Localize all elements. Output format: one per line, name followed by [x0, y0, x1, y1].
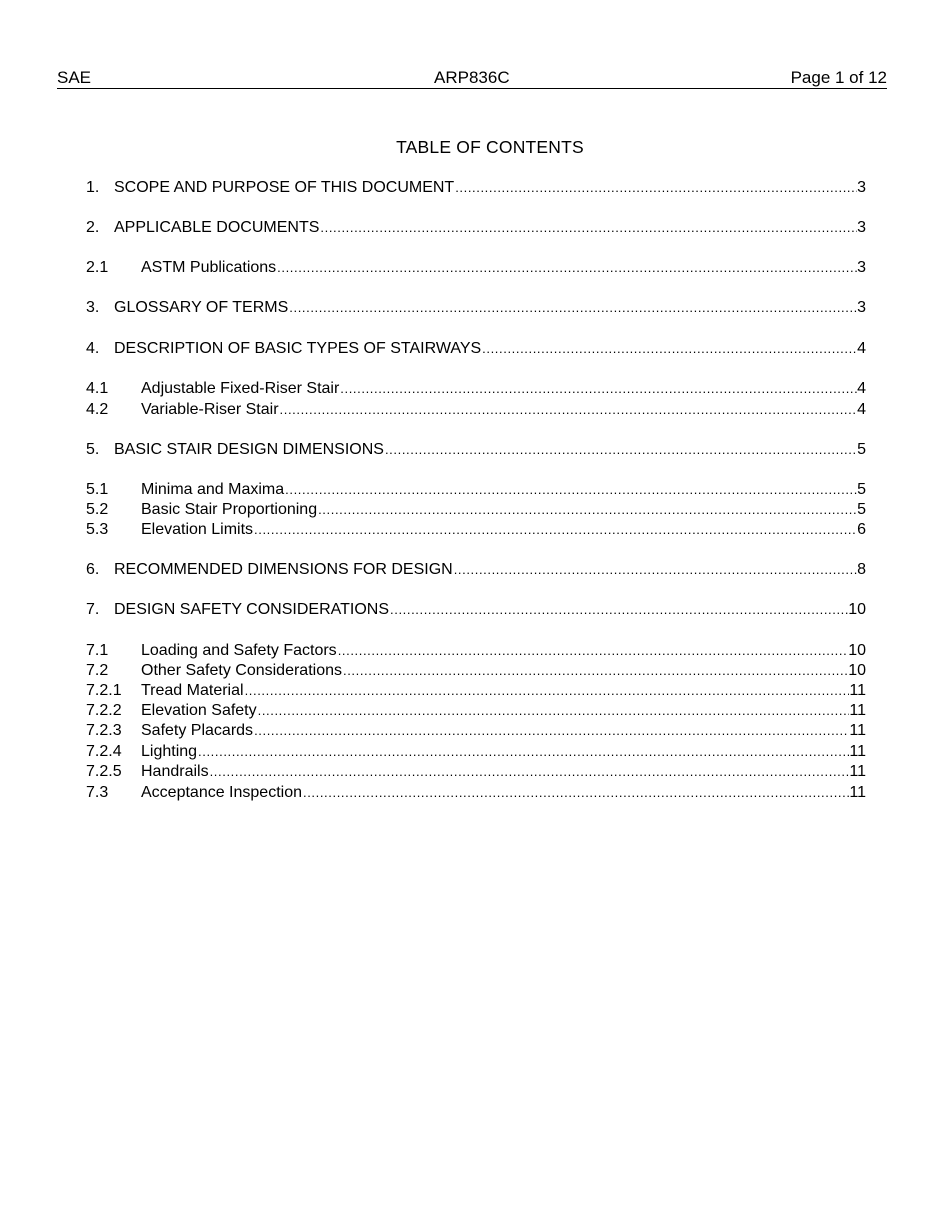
toc-leader-dots: [284, 480, 857, 500]
toc-leader-dots: [319, 218, 857, 238]
toc-entry-page: 10: [848, 601, 866, 618]
toc-leader-dots: [342, 661, 848, 681]
toc-entry-page: 4: [857, 380, 866, 397]
toc-entry-number: 6.: [86, 561, 100, 578]
toc-entry[interactable]: [86, 298, 866, 318]
header-page-number: Page 1 of 12: [790, 68, 887, 87]
toc-entry-title: ASTM Publications: [141, 259, 277, 276]
page-header: [57, 68, 887, 89]
toc-entry-number: 5.3: [86, 521, 109, 538]
toc-entry[interactable]: [86, 762, 866, 782]
toc-entry-title: Adjustable Fixed-Riser Stair: [141, 380, 340, 397]
toc-entry[interactable]: [86, 520, 866, 540]
toc-leader-dots: [317, 500, 857, 520]
toc-entry-page: 11: [849, 784, 866, 801]
toc-entry-title: APPLICABLE DOCUMENTS: [114, 219, 320, 236]
toc-entry-title: Elevation Limits: [141, 521, 254, 538]
toc-entry-title: Elevation Safety: [141, 702, 257, 719]
toc-entry[interactable]: [86, 641, 866, 661]
toc-entry-title: Minima and Maxima: [141, 481, 285, 498]
toc-entry[interactable]: [86, 400, 866, 420]
toc-leader-dots: [209, 762, 850, 782]
toc-leader-dots: [337, 641, 849, 661]
toc-entry-number: 4.1: [86, 380, 109, 397]
toc-entry[interactable]: [86, 500, 866, 520]
toc-entry-number: 3.: [86, 299, 100, 316]
toc-leader-dots: [389, 600, 848, 620]
toc-entry-page: 3: [857, 259, 866, 276]
toc-entry[interactable]: [86, 600, 866, 620]
toc-entry-number: 7.2.4: [86, 743, 122, 760]
toc-entry-page: 11: [849, 682, 866, 699]
toc-entry[interactable]: [86, 258, 866, 278]
toc-entry-title: Loading and Safety Factors: [141, 642, 337, 659]
toc-leader-dots: [454, 178, 857, 198]
toc-leader-dots: [253, 721, 849, 741]
toc-entry-page: 10: [848, 662, 866, 679]
toc-entry-number: 7.2.1: [86, 682, 122, 699]
toc-entry-number: 7.1: [86, 642, 109, 659]
toc-leader-dots: [339, 379, 857, 399]
toc-entry-number: 7.: [86, 601, 100, 618]
toc-entry[interactable]: [86, 379, 866, 399]
toc-entry-title: DESCRIPTION OF BASIC TYPES OF STAIRWAYS: [114, 340, 482, 357]
toc-entry-page: 11: [849, 702, 866, 719]
toc-entry-page: 4: [857, 340, 866, 357]
toc-entry-page: 11: [849, 722, 866, 739]
toc-entry-title: Lighting: [141, 743, 198, 760]
toc-leader-dots: [257, 701, 850, 721]
toc-entry[interactable]: [86, 440, 866, 460]
toc-entry[interactable]: [86, 701, 866, 721]
toc-entry-page: 4: [857, 401, 866, 418]
toc-entry-title: GLOSSARY OF TERMS: [114, 299, 289, 316]
toc-entry-title: BASIC STAIR DESIGN DIMENSIONS: [114, 441, 384, 458]
toc-entry-number: 2.: [86, 219, 100, 236]
toc-entry-title: Acceptance Inspection: [141, 784, 302, 801]
toc-entry[interactable]: [86, 742, 866, 762]
toc-entry[interactable]: [86, 681, 866, 701]
toc-entry[interactable]: [86, 783, 866, 803]
toc-entry[interactable]: [86, 661, 866, 681]
toc-entry-page: 8: [857, 561, 866, 578]
toc-entry-page: 11: [849, 743, 866, 760]
toc-entry-title: Tread Material: [141, 682, 244, 699]
toc-entry-number: 7.2.5: [86, 763, 122, 780]
toc-entry-title: Variable-Riser Stair: [141, 401, 279, 418]
toc-leader-dots: [197, 742, 849, 762]
toc-entry-title: Handrails: [141, 763, 209, 780]
toc-entry-number: 4.: [86, 340, 100, 357]
toc-entry-number: 5.1: [86, 481, 109, 498]
toc-entry[interactable]: [86, 721, 866, 741]
toc-entry-page: 5: [857, 481, 866, 498]
toc-entry-number: 7.3: [86, 784, 109, 801]
toc-leader-dots: [481, 339, 857, 359]
toc-leader-dots: [244, 681, 850, 701]
toc-entry-number: 7.2.2: [86, 702, 122, 719]
header-organization: SAE: [57, 68, 92, 87]
toc-leader-dots: [453, 560, 857, 580]
toc-leader-dots: [302, 783, 849, 803]
toc-leader-dots: [253, 520, 857, 540]
toc-entry[interactable]: [86, 178, 866, 198]
toc-entry-page: 5: [857, 441, 866, 458]
toc-entry[interactable]: [86, 480, 866, 500]
toc-entry[interactable]: [86, 560, 866, 580]
toc-entry-page: 11: [849, 763, 866, 780]
toc-entry-number: 1.: [86, 179, 100, 196]
toc-entry-title: Other Safety Considerations: [141, 662, 342, 679]
toc-entry-number: 7.2.3: [86, 722, 122, 739]
toc-entry-page: 3: [857, 179, 866, 196]
toc-entry[interactable]: [86, 218, 866, 238]
toc-entry-page: 3: [857, 299, 866, 316]
toc-entry-number: 2.1: [86, 259, 109, 276]
toc-entry-title: Basic Stair Proportioning: [141, 501, 318, 518]
toc-entry-page: 6: [857, 521, 866, 538]
toc-leader-dots: [279, 400, 858, 420]
toc-entry-page: 5: [857, 501, 866, 518]
toc-leader-dots: [288, 298, 857, 318]
toc-entry-title: DESIGN SAFETY CONSIDERATIONS: [114, 601, 390, 618]
toc-entry[interactable]: [86, 339, 866, 359]
toc-entry-page: 3: [857, 219, 866, 236]
toc-leader-dots: [276, 258, 857, 278]
toc-entry-number: 5.: [86, 441, 100, 458]
toc-entry-title: RECOMMENDED DIMENSIONS FOR DESIGN: [114, 561, 453, 578]
toc-entry-page: 10: [848, 642, 866, 659]
toc-entry-number: 5.2: [86, 501, 109, 518]
toc-leader-dots: [384, 440, 857, 460]
toc-title: TABLE OF CONTENTS: [396, 137, 584, 157]
toc-entry-number: 7.2: [86, 662, 109, 679]
toc-entry-title: Safety Placards: [141, 722, 254, 739]
toc-entry-title: SCOPE AND PURPOSE OF THIS DOCUMENT: [114, 179, 455, 196]
toc-entry-number: 4.2: [86, 401, 109, 418]
header-document-id: ARP836C: [434, 68, 510, 87]
